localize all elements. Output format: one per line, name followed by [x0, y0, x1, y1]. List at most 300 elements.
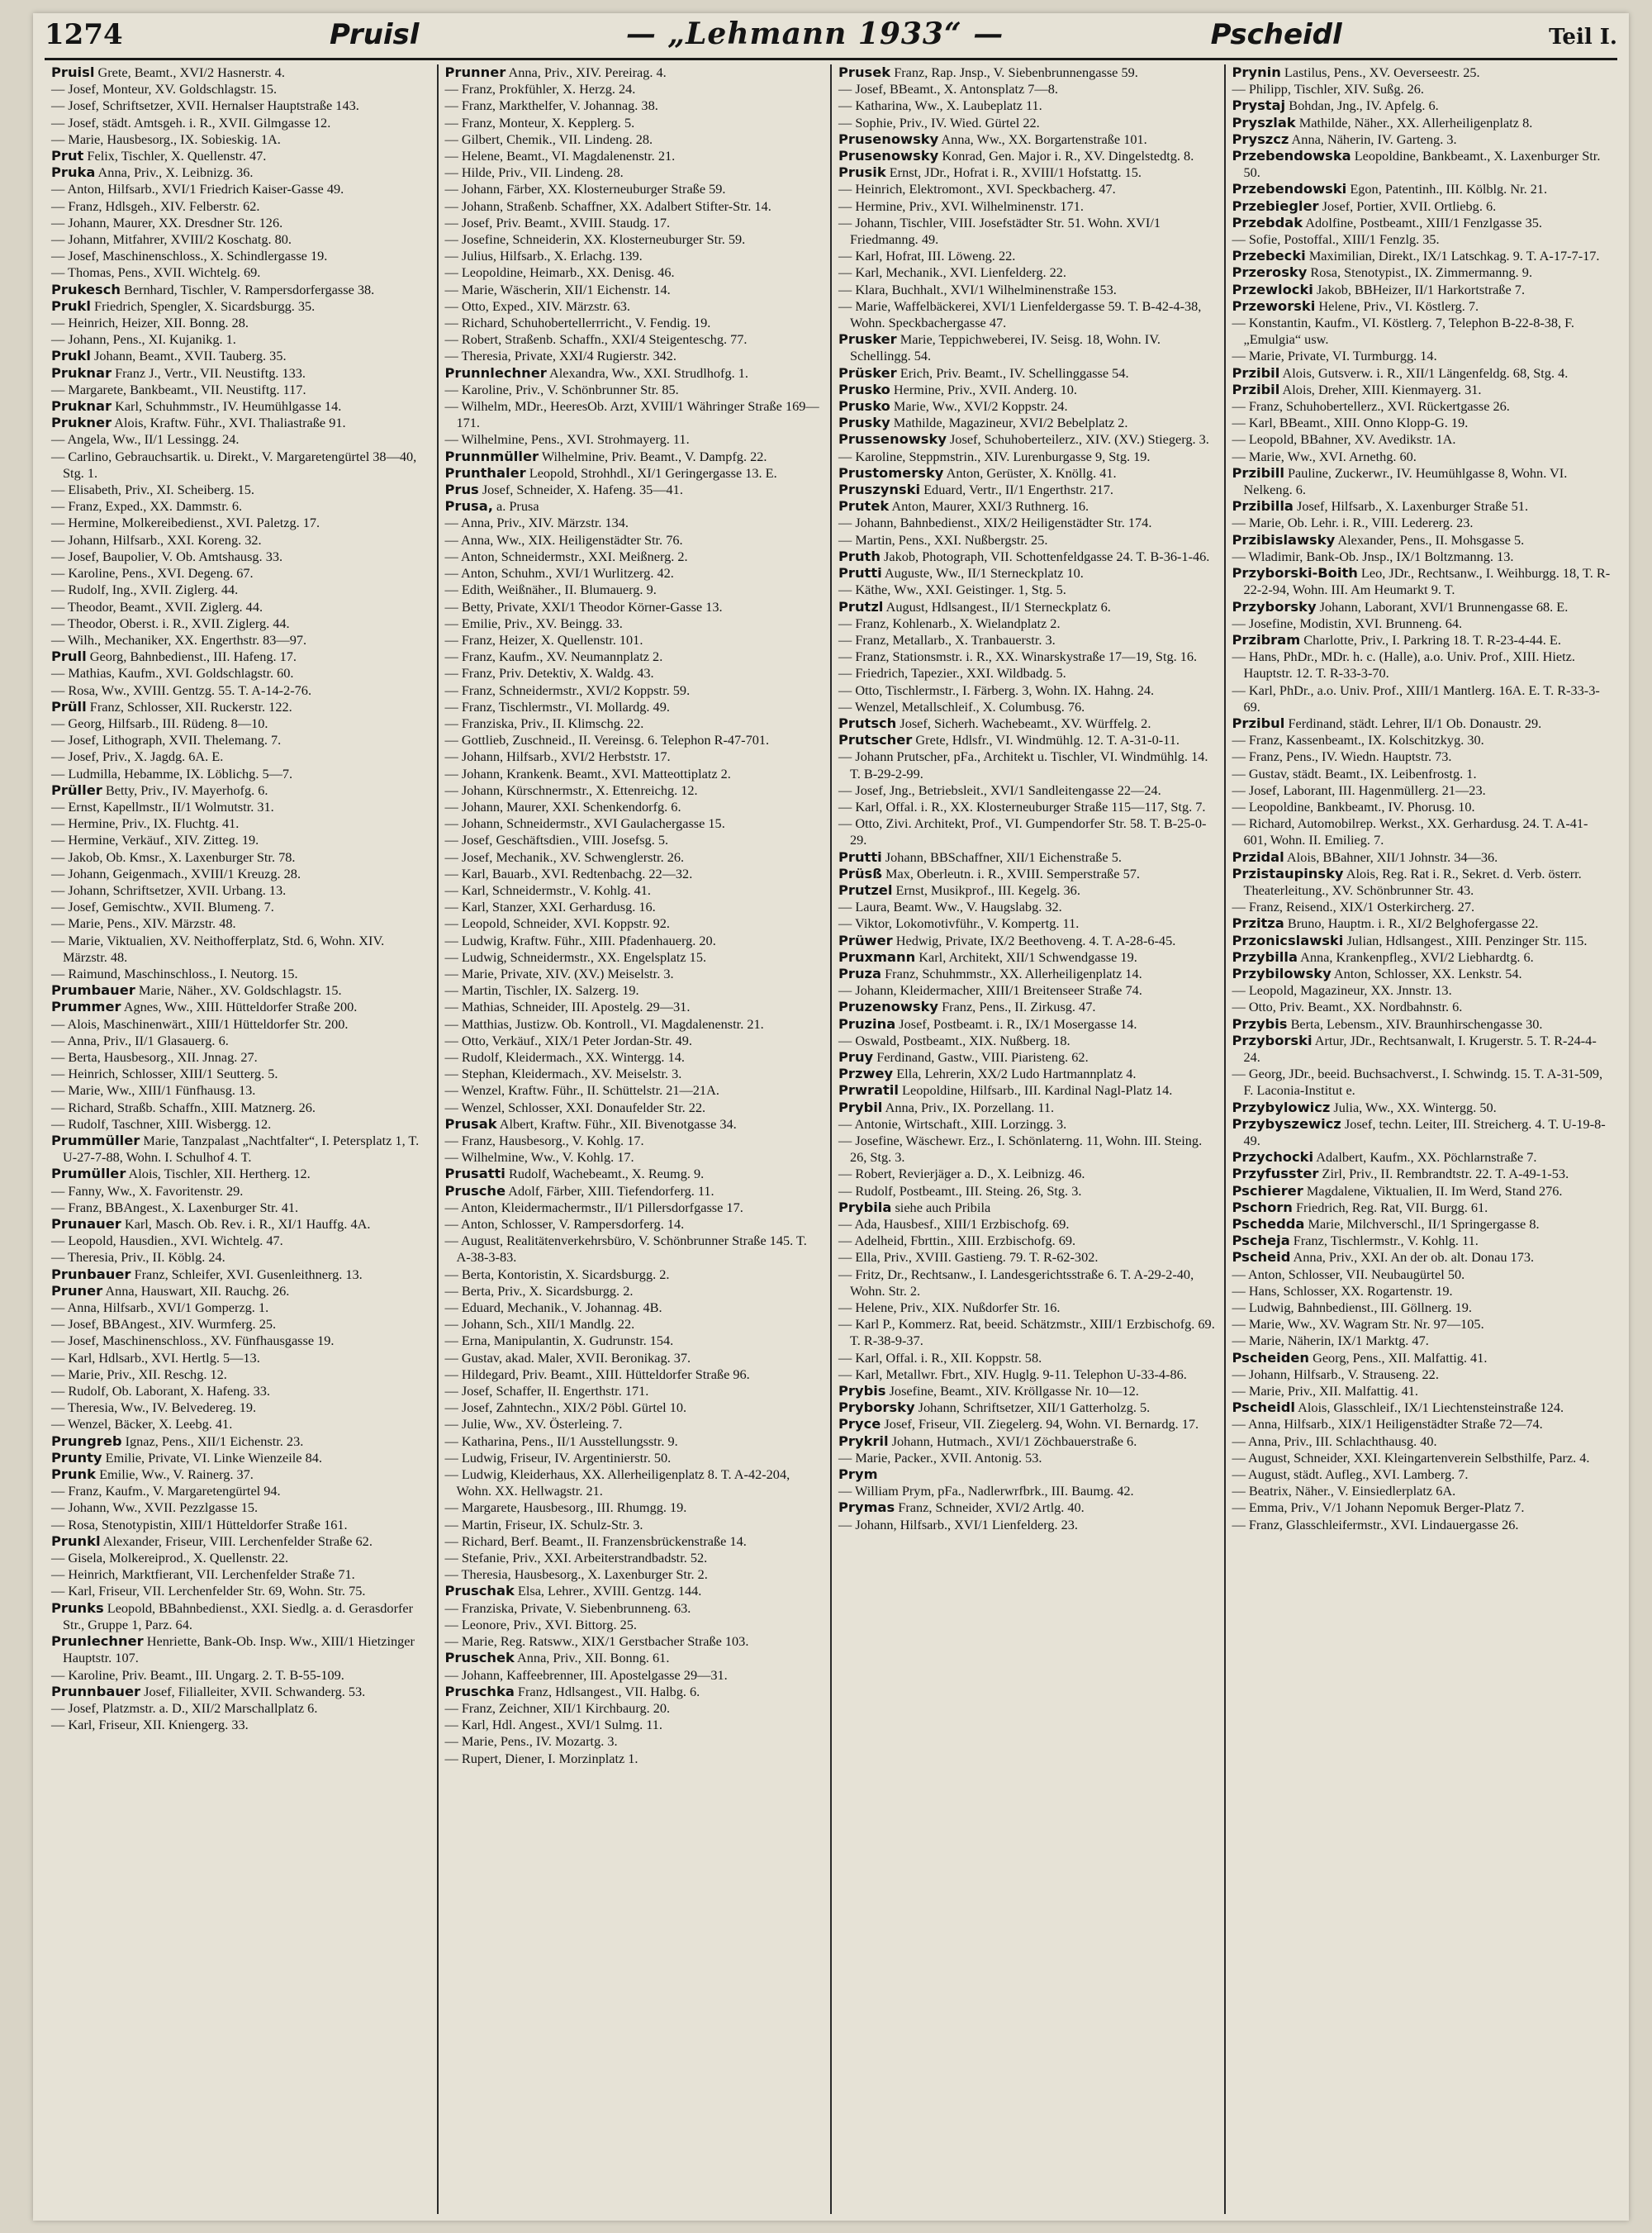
directory-entry: [838, 1100, 1218, 1116]
directory-entry: [445, 1517, 824, 1533]
entry-surname: Prusak: [444, 1115, 497, 1132]
entry-details: — Karl, Mechanik., XVI. Lienfelderg. 22.: [838, 264, 1066, 281]
entry-details: Georg, Bahnbedienst., III. Hafeng. 17.: [89, 649, 297, 665]
directory-entry: [445, 1617, 824, 1633]
entry-surname: Przidal: [1232, 848, 1284, 865]
entry-details: — Karl, Schneidermstr., V. Kohlg. 41.: [444, 881, 651, 898]
directory-entry: [51, 81, 430, 97]
directory-entry: [1232, 1366, 1612, 1383]
entry-details: Alois, BBahner, XII/1 Johnstr. 34—36.: [1286, 848, 1498, 865]
entry-details: Josef, Schuhoberteilerz., XIV. (XV.) Stiegerg. 3.: [950, 431, 1209, 448]
entry-details: Anna, Priv., X. Leibnizg. 36.: [97, 164, 254, 181]
directory-entry: [445, 565, 824, 582]
entry-details: — Franziska, Priv., II. Klimschg. 22.: [444, 715, 644, 731]
entry-details: Josef, Portier, XVII. Ortliebg. 6.: [1322, 197, 1497, 214]
entry-surname: Prusenowsky: [838, 131, 939, 147]
entry-details: Mathilde, Magazineur, XVI/2 Bebelplatz 2.: [893, 415, 1128, 431]
directory-entry: [445, 282, 824, 298]
directory-entry: [838, 81, 1218, 97]
entry-details: Leopoldine, Bankbeamt., X. Laxenburger Str. 50.: [1243, 148, 1601, 181]
entry-details: Rosa, Stenotypist., IX. Zimmermanng. 9.: [1310, 264, 1533, 281]
entry-details: — Richard, Schuhobertellerrricht., V. Fendig. 19.: [444, 315, 711, 331]
directory-entry: [51, 732, 430, 748]
directory-entry: [445, 699, 824, 715]
entry-surname: Przybylowicz: [1232, 1099, 1331, 1115]
directory-entry: [838, 415, 1218, 431]
entry-details: — Hermine, Priv., IX. Fluchtg. 41.: [51, 815, 240, 832]
directory-entry: [1232, 1466, 1612, 1483]
directory-entry: [51, 164, 430, 181]
entry-details: — Theresia, Hausbesorg., X. Laxenburger Str. 2.: [444, 1566, 708, 1583]
entry-details: Artur, JDr., Rechtsanwalt, I. Krugerstr. 5. T. R-24-4-24.: [1243, 1032, 1597, 1065]
directory-entry: [445, 1366, 824, 1383]
entry-surname: Prynin: [1232, 64, 1281, 80]
entry-details: — Marie, Priv., XII. Malfattig. 41.: [1232, 1383, 1418, 1399]
entry-details: — Anna, Priv., III. Schlachthausg. 40.: [1232, 1432, 1437, 1449]
entry-details: — Anton, Schuhm., XVI/1 Wurlitzerg. 42.: [444, 565, 674, 582]
entry-surname: Przonicslawski: [1232, 932, 1344, 948]
entry-details: — Karl, Friseur, XII. Kniengerg. 33.: [51, 1717, 249, 1733]
entry-details: Georg, Pens., XII. Malfattig. 41.: [1313, 1349, 1488, 1366]
directory-column-1: [45, 64, 439, 2214]
entry-details: — Franz, Kohlenarb., X. Wielandplatz 2.: [838, 615, 1061, 631]
entry-details: — Josef, Mechanik., XV. Schwenglerstr. 26.: [444, 848, 685, 865]
entry-details: Friedrich, Reg. Rat, VII. Burgg. 61.: [1295, 1199, 1488, 1215]
directory-entry: [445, 64, 824, 81]
entry-details: Lastilus, Pens., XV. Oeverseestr. 25.: [1284, 64, 1480, 80]
directory-entry: [838, 565, 1218, 582]
entry-details: Josefine, Beamt., XIV. Kröllgasse Nr. 10—12.: [889, 1383, 1139, 1399]
directory-entry: [1232, 181, 1612, 197]
directory-entry: [445, 231, 824, 248]
entry-details: — Marie, Ww., XVI. Arnethg. 60.: [1232, 448, 1417, 464]
entry-details: — Wilh., Mechaniker, XX. Engerthstr. 83—97.: [51, 631, 307, 648]
entry-details: Josef, Sicherh. Wachebeamt., XV. Würffelg. 2.: [900, 715, 1151, 731]
directory-entry: [51, 1550, 430, 1566]
entry-surname: Prutzel: [838, 881, 893, 898]
entry-details: — Leopoldine, Heimarb., XX. Denisg. 46.: [444, 264, 675, 281]
directory-entry: [445, 1684, 824, 1700]
directory-entry: [838, 982, 1218, 999]
entry-details: — Franz, Heizer, X. Quellenstr. 101.: [444, 631, 643, 648]
entry-details: — Marie, Pens., IV. Mozartg. 3.: [444, 1733, 618, 1750]
entry-details: Agnes, Ww., XIII. Hütteldorfer Straße 200.: [123, 999, 358, 1015]
entry-details: — Wladimir, Bank-Ob. Jnsp., IX/1 Boltzmanng. 13.: [1232, 548, 1514, 564]
directory-entry: [445, 248, 824, 264]
directory-entry: [51, 1450, 430, 1466]
directory-entry: [445, 1066, 824, 1082]
directory-entry: [1232, 1350, 1612, 1366]
entry-surname: Prymas: [838, 1499, 895, 1516]
entry-details: Anna, Priv., XIV. Pereirag. 4.: [508, 64, 667, 80]
directory-entry: [445, 615, 824, 632]
entry-surname: Pruka: [51, 164, 96, 181]
directory-entry: [51, 198, 430, 215]
entry-details: — Johann, Maurer, XX. Dresdner Str. 126.: [51, 214, 283, 230]
entry-details: — Sophie, Priv., IV. Wied. Gürtel 22.: [838, 114, 1040, 131]
entry-details: — Theresia, Private, XXI/4 Rugierstr. 342.: [444, 348, 677, 364]
entry-surname: Przebiegler: [1232, 197, 1319, 214]
directory-entry: [838, 549, 1218, 565]
directory-entry: [1232, 1316, 1612, 1333]
entry-details: — Antonie, Wirtschaft., XIII. Lorzingg. 3.: [838, 1115, 1067, 1132]
directory-entry: [838, 482, 1218, 498]
directory-entry: [51, 699, 430, 715]
entry-details: — Betty, Private, XXI/1 Theodor Körner-Gasse 13.: [444, 598, 723, 615]
directory-entry: [51, 1116, 430, 1133]
directory-entry: [51, 1350, 430, 1366]
directory-entry: [1232, 549, 1612, 565]
entry-surname: Prunbauer: [51, 1266, 131, 1282]
entry-details: Felix, Tischler, X. Quellenstr. 47.: [87, 148, 267, 164]
entry-details: Anton, Gerüster, X. Knöllg. 41.: [946, 464, 1117, 481]
entry-surname: Przebendowska: [1232, 148, 1351, 164]
directory-entry: [1232, 81, 1612, 97]
entry-details: Anna, Näherin, IV. Garteng. 3.: [1291, 131, 1457, 147]
directory-entry: [445, 782, 824, 799]
entry-surname: Prusa,: [444, 498, 493, 515]
entry-details: Alexander, Friseur, VIII. Lerchenfelder Straße 62.: [102, 1532, 373, 1549]
entry-details: — Leopoldine, Bankbeamt., IV. Phorusg. 10.: [1232, 798, 1475, 815]
entry-details: — Matthias, Justizw. Ob. Kontroll., VI. Magdalenenstr. 21.: [444, 1015, 764, 1032]
directory-entry: [51, 1667, 430, 1684]
entry-surname: Przebendowski: [1232, 181, 1347, 197]
directory-column-4: [1226, 64, 1618, 2214]
directory-entry: [1232, 1183, 1612, 1200]
entry-details: Betty, Priv., IV. Mayerhofg. 6.: [105, 782, 268, 798]
entry-details: Josef, techn. Leiter, III. Streicherg. 4. T. U-19-8-49.: [1243, 1115, 1606, 1148]
entry-surname: Prusenowsky: [838, 148, 939, 164]
directory-entry: [1232, 682, 1612, 715]
directory-entry: [1232, 365, 1612, 382]
directory-entry: [445, 264, 824, 281]
entry-details: Karl, Schuhmmstr., IV. Heumühlgasse 14.: [115, 398, 342, 415]
entry-details: — Stefanie, Priv., XXI. Arbeiterstrandbadstr. 52.: [444, 1550, 708, 1566]
entry-surname: Prüll: [51, 698, 87, 715]
directory-entry: [51, 882, 430, 899]
entry-surname: Pruxmann: [838, 948, 916, 965]
entry-details: Johann, Laborant, XVI/1 Brunnengasse 68. E.: [1319, 598, 1569, 615]
directory-entry: [445, 1133, 824, 1149]
entry-details: — Rudolf, Ob. Laborant, X. Hafeng. 33.: [51, 1383, 270, 1399]
directory-entry: [51, 1383, 430, 1399]
entry-surname: Przibilla: [1232, 498, 1294, 515]
entry-details: — Hans, PhDr., MDr. h. c. (Halle), a.o. Univ. Prof., XIII. Hietz. Hauptstr. 12. T. R-33-3-70.: [1232, 649, 1575, 682]
entry-details: Anton, Maurer, XXI/3 Ruthnerg. 16.: [891, 498, 1089, 515]
entry-details: — Fanny, Ww., X. Favoritenstr. 29.: [51, 1182, 244, 1199]
entry-surname: Pruknar: [51, 398, 112, 415]
directory-entry: [838, 966, 1218, 982]
entry-surname: Prystaj: [1232, 97, 1286, 114]
entry-details: — Robert, Revierjäger a. D., X. Leibnizg. 46.: [838, 1166, 1085, 1182]
entry-details: Grete, Hdlsfr., VI. Windmühlg. 12. T. A-31-0-11.: [915, 732, 1180, 748]
entry-details: Berta, Lebensm., XIV. Braunhirschengasse 30.: [1290, 1015, 1543, 1032]
entry-details: Anna, Hauswart, XII. Rauchg. 26.: [105, 1282, 290, 1299]
entry-details: — Thomas, Pens., XVII. Wichtelg. 69.: [51, 264, 261, 281]
directory-entry: [838, 1416, 1218, 1432]
directory-entry: [445, 449, 824, 465]
entry-details: Pauline, Zuckerwr., IV. Heumühlgasse 8, Wohn. VI. Nelkeng. 6.: [1243, 464, 1568, 498]
entry-details: — Wenzel, Bäcker, X. Leebg. 41.: [51, 1416, 233, 1432]
directory-entry: [1232, 649, 1612, 682]
entry-details: Grete, Beamt., XVI/2 Hasnerstr. 4.: [97, 64, 286, 80]
directory-entry: [445, 966, 824, 982]
entry-details: — Franz, Zeichner, XII/1 Kirchbaurg. 20.: [444, 1699, 671, 1716]
entry-details: — Franz, Hdlsgeh., XIV. Felberstr. 62.: [51, 197, 260, 214]
entry-details: Hedwig, Private, IX/2 Beethoveng. 4. T. A-28-6-45.: [895, 932, 1176, 948]
directory-entry: [838, 1133, 1218, 1166]
directory-entry: [445, 748, 824, 765]
entry-details: — Johann, Mitfahrer, XVIII/2 Koschatg. 80.: [51, 231, 292, 248]
entry-details: — August, Realitätenverkehrsbüro, V. Schönbrunner Straße 145. T. A-38-3-83.: [444, 1233, 807, 1266]
entry-details: — Leopold, Hausdien., XVI. Wichtelg. 47.: [51, 1233, 283, 1249]
entry-surname: Prüsß: [838, 865, 882, 881]
directory-entry: [51, 1299, 430, 1316]
directory-entry: [1232, 732, 1612, 748]
entry-surname: Prumüller: [51, 1166, 126, 1182]
directory-entry: [445, 1166, 824, 1182]
entry-details: Jakob, Photograph, VII. Schottenfeldgasse 24. T. B-36-1-46.: [884, 548, 1210, 564]
entry-details: — Georg, JDr., beeid. Buchsachverst., I. Schwindg. 15. T. A-31-509, F. Laconia-Institut e.: [1232, 1066, 1603, 1099]
entry-details: — Anna, Hilfsarb., XVI/1 Gomperzg. 1.: [51, 1299, 269, 1316]
directory-entry: [1232, 949, 1612, 966]
directory-entry: [51, 532, 430, 549]
entry-details: — Alois, Maschinenwärt., XIII/1 Hütteldorfer Str. 200.: [51, 1015, 349, 1032]
entry-surname: Prussenowsky: [838, 431, 947, 448]
directory-entry: [1232, 915, 1612, 932]
directory-entry: [51, 1483, 430, 1499]
entry-details: — Martin, Friseur, IX. Schulz-Str. 3.: [444, 1516, 643, 1532]
directory-entry: [445, 1566, 824, 1583]
entry-details: — Franz, Kaufm., XV. Neumannplatz 2.: [444, 649, 663, 665]
directory-entry: [838, 933, 1218, 949]
entry-details: Julia, Ww., XX. Wintergg. 50.: [1333, 1099, 1497, 1115]
entry-surname: Przyborsky: [1232, 598, 1317, 615]
page-title: — „Lehmann 1933“ —: [625, 17, 1004, 51]
entry-surname: Pscheidl: [1232, 1399, 1295, 1416]
entry-surname: Przeworski: [1232, 297, 1316, 314]
entry-details: — Johann, Ww., XVII. Pezzlgasse 15.: [51, 1499, 259, 1516]
directory-entry: [445, 1733, 824, 1750]
entry-details: — Josef, Schriftsetzer, XVII. Hernalser Hauptstraße 143.: [51, 97, 359, 114]
directory-entry: [838, 866, 1218, 882]
directory-entry: [51, 382, 430, 398]
directory-entry: [838, 1433, 1218, 1450]
directory-entry: [445, 382, 824, 398]
directory-entry: [51, 1283, 430, 1299]
entry-details: — Ludwig, Friseur, IV. Argentinierstr. 50.: [444, 1449, 672, 1466]
directory-entry: [1232, 97, 1612, 114]
entry-details: — Marie, Ww., XIII/1 Fünfhausg. 13.: [51, 1082, 256, 1099]
entry-surname: Przybis: [1232, 1015, 1288, 1032]
directory-entry: [838, 1200, 1218, 1216]
entry-details: Alois, Gutsverw. i. R., XII/1 Längenfeldg. 68, Stg. 4.: [1282, 364, 1569, 381]
directory-entry: [838, 515, 1218, 531]
entry-details: — Wilhelm, MDr., HeeresOb. Arzt, XVIII/1 Währinger Straße 169—171.: [444, 398, 819, 431]
entry-surname: Prunty: [51, 1449, 102, 1466]
entry-details: — Josef, BBAngest., XIV. Wurmferg. 25.: [51, 1316, 277, 1333]
entry-details: — Ella, Priv., XVIII. Gastieng. 79. T. R-62-302.: [838, 1249, 1099, 1266]
entry-details: — Emma, Priv., V/1 Johann Nepomuk Berger-Platz 7.: [1232, 1499, 1525, 1516]
entry-surname: Pruszynski: [838, 482, 921, 498]
directory-entry: [838, 1383, 1218, 1399]
directory-entry: [445, 732, 824, 748]
entry-details: siehe auch Pribila: [895, 1199, 991, 1215]
entry-surname: Prunner: [444, 64, 506, 80]
directory-entry: [1232, 1216, 1612, 1233]
directory-entry: [1232, 264, 1612, 281]
entry-details: Marie, Ww., XVI/2 Koppstr. 24.: [893, 398, 1068, 415]
entry-details: Leopoldine, Hilfsarb., III. Kardinal Nagl-Platz 14.: [902, 1082, 1173, 1099]
directory-entry: [51, 799, 430, 815]
directory-entry: [445, 1016, 824, 1033]
entry-details: — Marie, Ww., XV. Wagram Str. Nr. 97—105.: [1232, 1316, 1484, 1333]
directory-entry: [51, 1633, 430, 1666]
entry-details: — Edith, Weißnäher., II. Blumauerg. 9.: [444, 582, 657, 598]
directory-entry: [838, 449, 1218, 465]
directory-entry: [445, 1316, 824, 1333]
entry-surname: Prusche: [444, 1182, 506, 1199]
entry-surname: Prunlechner: [51, 1633, 144, 1650]
entry-details: — Franz, Reisend., XIX/1 Osterkircherg. 27.: [1232, 899, 1475, 915]
entry-details: — Otto, Tischlermstr., I. Färberg. 3, Wohn. IX. Hahng. 24.: [838, 682, 1155, 698]
directory-entry: [445, 1700, 824, 1717]
entry-surname: Przibislawsky: [1232, 531, 1336, 548]
directory-entry: [445, 164, 824, 181]
entry-details: Henriette, Bank-Ob. Insp. Ww., XIII/1 Hietzinger Hauptstr. 107.: [63, 1633, 415, 1666]
directory-entry: [51, 181, 430, 197]
entry-surname: Pruzenowsky: [838, 999, 939, 1015]
entry-details: — Margarete, Hausbesorg., III. Rhumgg. 19.: [444, 1499, 687, 1516]
directory-entry: [838, 665, 1218, 682]
directory-entry: [838, 382, 1218, 398]
entry-details: — Marie, Private, VI. Turmburgg. 14.: [1232, 348, 1437, 364]
directory-entry: [51, 1100, 430, 1116]
entry-details: Franz, Pens., II. Zirkusg. 47.: [942, 999, 1096, 1015]
entry-details: — Leopold, Magazineur, XX. Jnnstr. 13.: [1232, 982, 1452, 999]
directory-entry: [51, 1216, 430, 1233]
directory-entry: [445, 97, 824, 114]
directory-entry: [51, 815, 430, 832]
directory-entry: [838, 1399, 1218, 1416]
directory-column-3: [832, 64, 1226, 2214]
directory-entry: [445, 549, 824, 565]
directory-entry: [1232, 933, 1612, 949]
directory-entry: [51, 131, 430, 148]
entry-details: Adolfine, Postbeamt., XIII/1 Fenzlgasse 35.: [1305, 214, 1542, 230]
entry-details: — Franz, Schuhobertellerz., XVI. Rückertgasse 26.: [1232, 398, 1510, 415]
entry-details: — Robert, Straßenb. Schaffn., XXI/4 Steigenteschg. 77.: [444, 331, 748, 348]
entry-surname: Pruza: [838, 965, 882, 981]
directory-entry: [838, 849, 1218, 866]
directory-entry: [445, 348, 824, 364]
directory-entry: [445, 1049, 824, 1066]
entry-surname: Pruschak: [444, 1583, 515, 1599]
entry-details: — Ludwig, Schneidermstr., XX. Engelsplatz 15.: [444, 948, 707, 965]
directory-entry: [51, 365, 430, 382]
directory-entry: [1232, 715, 1612, 732]
directory-entry: [445, 1717, 824, 1733]
entry-details: — Johann, Straßenb. Schaffner, XX. Adalbert Stifter-Str. 14.: [444, 197, 771, 214]
entry-details: — Ada, Hausbesf., XIII/1 Erzbischofg. 69.: [838, 1216, 1070, 1233]
entry-details: Zirl, Priv., II. Rembrandtstr. 22. T. A-49-1-53.: [1322, 1166, 1569, 1182]
entry-surname: Przybilla: [1232, 948, 1298, 965]
entry-details: Bernhard, Tischler, V. Rampersdorfergasse 38.: [124, 281, 375, 297]
entry-surname: Pruzina: [838, 1015, 896, 1032]
entry-surname: Przybyszewicz: [1232, 1115, 1341, 1132]
entry-surname: Prutek: [838, 498, 890, 515]
directory-entry: [51, 682, 430, 699]
entry-details: Albert, Kraftw. Führ., XII. Bivenotgasse 34.: [499, 1115, 737, 1132]
directory-entry: [51, 348, 430, 364]
entry-details: Alois, Dreher, XIII. Kienmayerg. 31.: [1282, 381, 1482, 397]
directory-entry: [445, 315, 824, 331]
entry-surname: Prüsker: [838, 364, 897, 381]
directory-entry: [51, 215, 430, 231]
entry-surname: Prutti: [838, 848, 882, 865]
entry-details: Alois, Kraftw. Führ., XVI. Thaliastraße 91.: [114, 415, 346, 431]
directory-entry: [1232, 64, 1612, 81]
entry-details: Marie, Tanzpalast „Nachtfalter“, I. Petersplatz 1, T. U-27-7-88, Wohn. I. Schulhof 4. T.: [63, 1133, 420, 1166]
entry-details: — Marie, Wäscherin, XII/1 Eichenstr. 14.: [444, 281, 671, 297]
entry-details: Bohdan, Jng., IV. Apfelg. 6.: [1289, 97, 1439, 114]
entry-details: — Martin, Pens., XXI. Nußbergstr. 25.: [838, 531, 1048, 548]
entry-details: Friedrich, Spengler, X. Sicardsburgg. 35.: [94, 297, 316, 314]
entry-details: — Franz, Schneidermstr., XVI/2 Koppstr. 59.: [444, 682, 691, 698]
header-right-word: Pscheidl: [1210, 18, 1342, 51]
entry-surname: Prunthaler: [444, 464, 526, 481]
entry-details: — Karl, Bauarb., XVI. Redtenbachg. 22—32.: [444, 865, 693, 881]
entry-surname: Pruner: [51, 1282, 103, 1299]
entry-details: — Philipp, Tischler, XIV. Sußg. 26.: [1232, 81, 1424, 97]
entry-surname: Prutzl: [838, 598, 884, 615]
directory-entry: [445, 1533, 824, 1550]
entry-details: — Wilhelmine, Ww., V. Kohlg. 17.: [444, 1149, 634, 1166]
entry-surname: Przybilowsky: [1232, 965, 1332, 981]
directory-entry: [838, 264, 1218, 281]
directory-entry: [51, 1416, 430, 1432]
entry-details: Josef, Friseur, VII. Ziegelerg. 94, Wohn. VI. Bernardg. 17.: [884, 1416, 1199, 1432]
entry-details: — Theodor, Beamt., XVII. Ziglerg. 44.: [51, 598, 263, 615]
entry-details: — Theresia, Ww., IV. Belvedereg. 19.: [51, 1399, 257, 1416]
directory-entry: [838, 799, 1218, 815]
directory-entry: [1232, 131, 1612, 148]
entry-details: Max, Oberleutn. i. R., XVIII. Semperstraße 57.: [885, 865, 1140, 881]
entry-details: Erich, Priv. Beamt., IV. Schellinggasse 54.: [900, 364, 1129, 381]
entry-surname: Przibul: [1232, 715, 1285, 731]
directory-entry: [51, 1433, 430, 1450]
directory-entry: [1232, 382, 1612, 398]
directory-entry: [1232, 1517, 1612, 1533]
entry-details: — Wilhelmine, Pens., XVI. Strohmayerg. 11.: [444, 431, 690, 448]
directory-entry: [838, 1517, 1218, 1533]
directory-entry: [838, 682, 1218, 699]
directory-entry: [1232, 982, 1612, 999]
entry-details: — Erna, Manipulantin, X. Gudrunstr. 154.: [444, 1333, 674, 1349]
directory-entry: [1232, 1483, 1612, 1499]
entry-details: — Anton, Kleidermachermstr., II/1 Pillersdorfgasse 17.: [444, 1199, 743, 1215]
entry-details: — Marie, Private, XIV. (XV.) Meiselstr. 3.: [444, 965, 674, 981]
entry-details: Franz, Hdlsangest., VII. Halbg. 6.: [517, 1683, 700, 1699]
entry-details: — Franziska, Private, V. Siebenbrunneng. 63.: [444, 1599, 691, 1616]
entry-details: — Marie, Ob. Lehr. i. R., VIII. Ledererg. 23.: [1232, 515, 1474, 531]
entry-details: — Franz, Pens., IV. Wiedn. Hauptstr. 73.: [1232, 748, 1452, 765]
directory-entry: [51, 632, 430, 649]
directory-entry: [51, 1249, 430, 1266]
directory-entry: [1232, 1266, 1612, 1283]
entry-details: — Gisela, Molkereiprod., X. Quellenstr. 22.: [51, 1550, 289, 1566]
entry-details: Emilie, Private, VI. Linke Wienzeile 84.: [105, 1449, 322, 1466]
